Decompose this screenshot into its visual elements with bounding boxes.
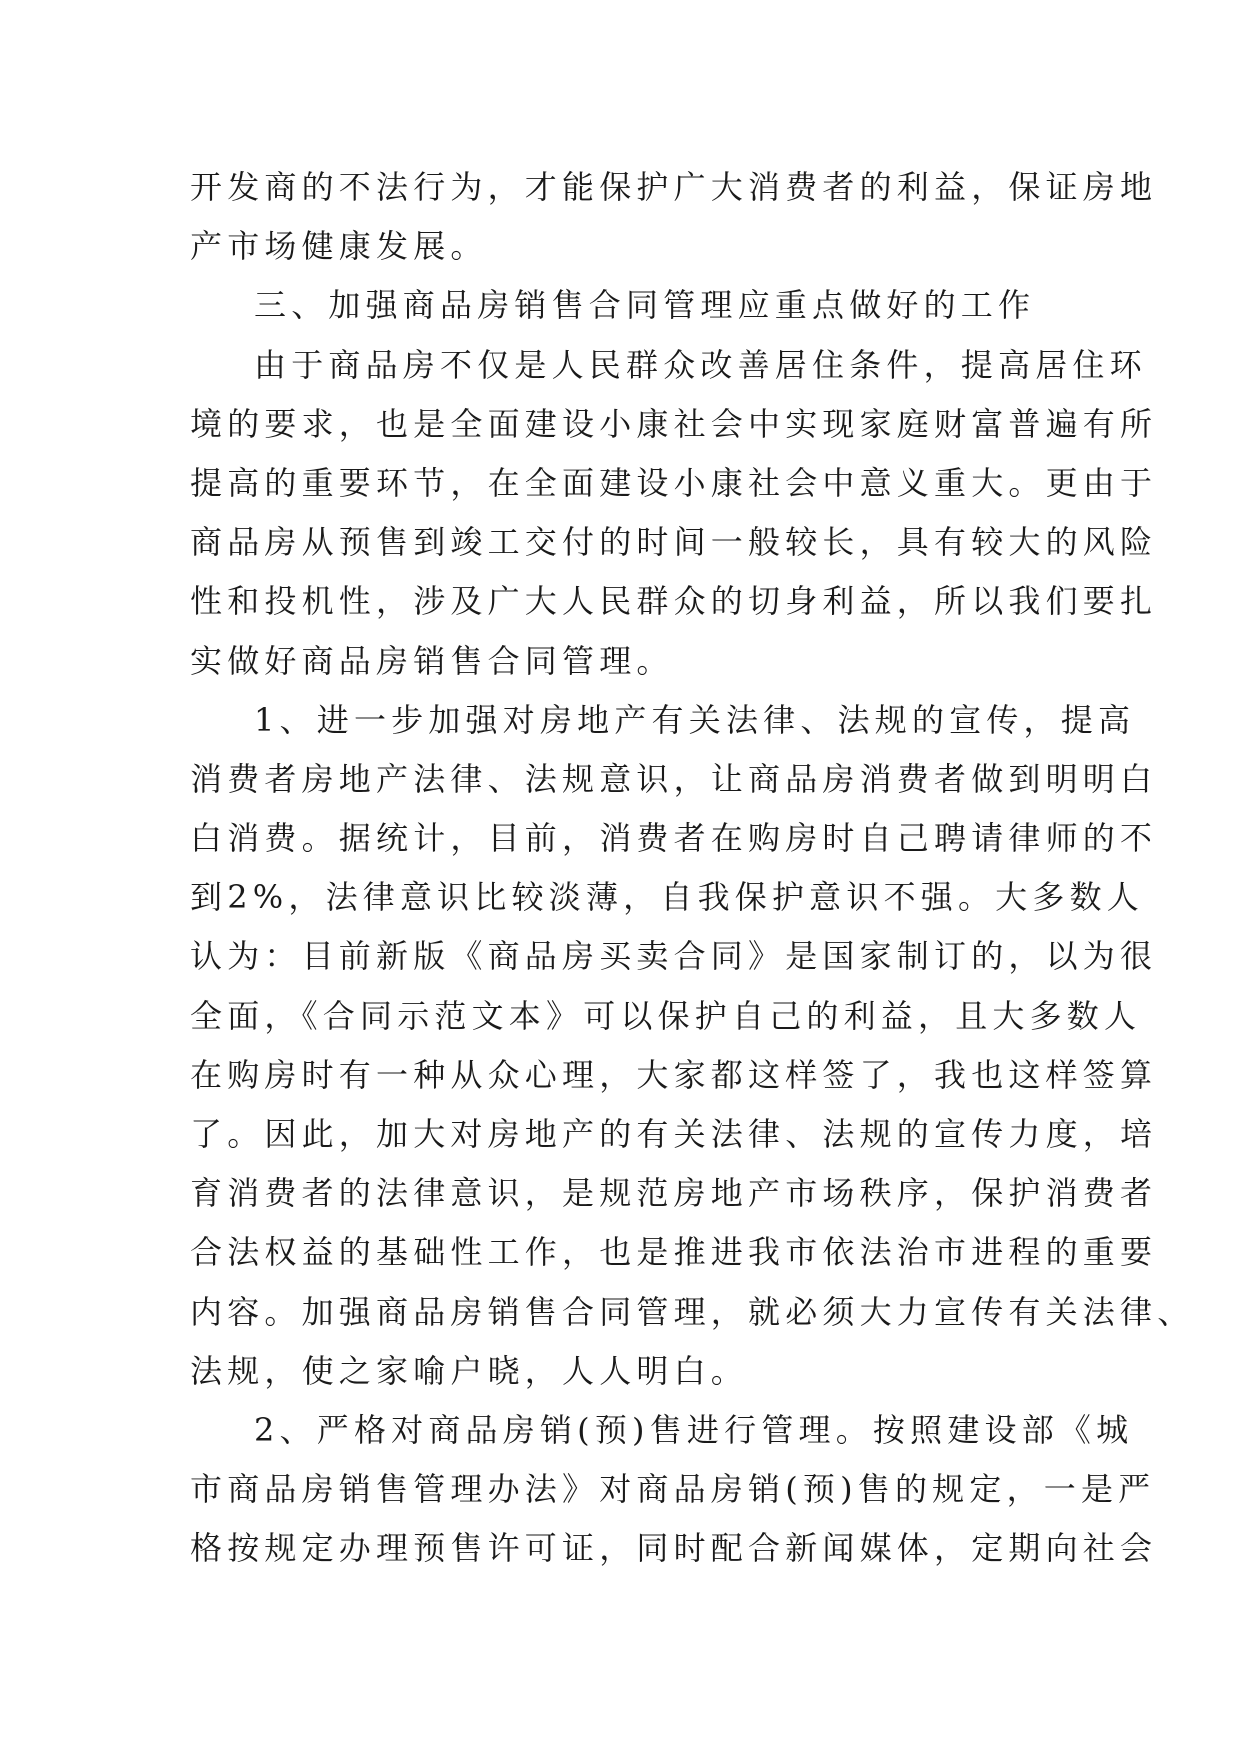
text-line: 全面，《合同示范文本》可以保护自己的利益，且大多数人 xyxy=(190,996,1142,1035)
text-line: 白消费。据统计，目前，消费者在购房时自己聘请律师的不 xyxy=(190,819,1158,858)
document-body xyxy=(190,158,1195,1579)
text-line: 到2%，法律意识比较淡薄，自我保护意识不强。大多数人 xyxy=(190,878,1144,917)
text-line: 实做好商品房销售合同管理。 xyxy=(190,641,674,680)
text-line: 1、进一步加强对房地产有关法律、法规的宣传，提高 xyxy=(254,700,1136,739)
text-line: 由于商品房不仅是人民群众改善居住条件，提高居住环 xyxy=(254,345,1147,384)
text-line: 市商品房销售管理办法》对商品房销(预)售的规定，一是严 xyxy=(190,1470,1156,1509)
text-line: 内容。加强商品房销售合同管理，就必须大力宣传有关法律、 xyxy=(190,1292,1195,1331)
text-line: 消费者房地产法律、法规意识，让商品房消费者做到明明白 xyxy=(190,759,1158,798)
text-line: 提高的重要环节，在全面建设小康社会中意义重大。更由于 xyxy=(190,463,1158,502)
text-line: 2、严格对商品房销(预)售进行管理。按照建设部《城 xyxy=(254,1410,1134,1449)
text-line: 格按规定办理预售许可证，同时配合新闻媒体，定期向社会 xyxy=(190,1529,1158,1568)
text-line: 开发商的不法行为，才能保护广大消费者的利益，保证房地 xyxy=(190,168,1158,206)
text-line: 了。因此，加大对房地产的有关法律、法规的宣传力度，培 xyxy=(190,1115,1158,1153)
text-line: 在购房时有一种从众心理，大家都这样签了，我也这样签算 xyxy=(190,1055,1158,1094)
text-line: 认为：目前新版《商品房买卖合同》是国家制订的，以为很 xyxy=(190,937,1158,976)
text-line: 境的要求，也是全面建设小康社会中实现家庭财富普遍有所 xyxy=(190,404,1158,443)
text-line: 合法权益的基础性工作，也是推进我市依法治市进程的重要 xyxy=(190,1233,1158,1272)
section-heading: 三、加强商品房销售合同管理应重点做好的工作 xyxy=(254,286,1036,325)
text-line: 育消费者的法律意识，是规范房地产市场秩序，保护消费者 xyxy=(190,1174,1158,1213)
text-line: 产市场健康发展。 xyxy=(190,227,488,266)
text-line: 性和投机性，涉及广大人民群众的切身利益，所以我们要扎 xyxy=(190,582,1158,621)
text-line: 商品房从预售到竣工交付的时间一般较长，具有较大的风险 xyxy=(190,523,1158,562)
text-line: 法规，使之家喻户晓，人人明白。 xyxy=(190,1351,749,1390)
